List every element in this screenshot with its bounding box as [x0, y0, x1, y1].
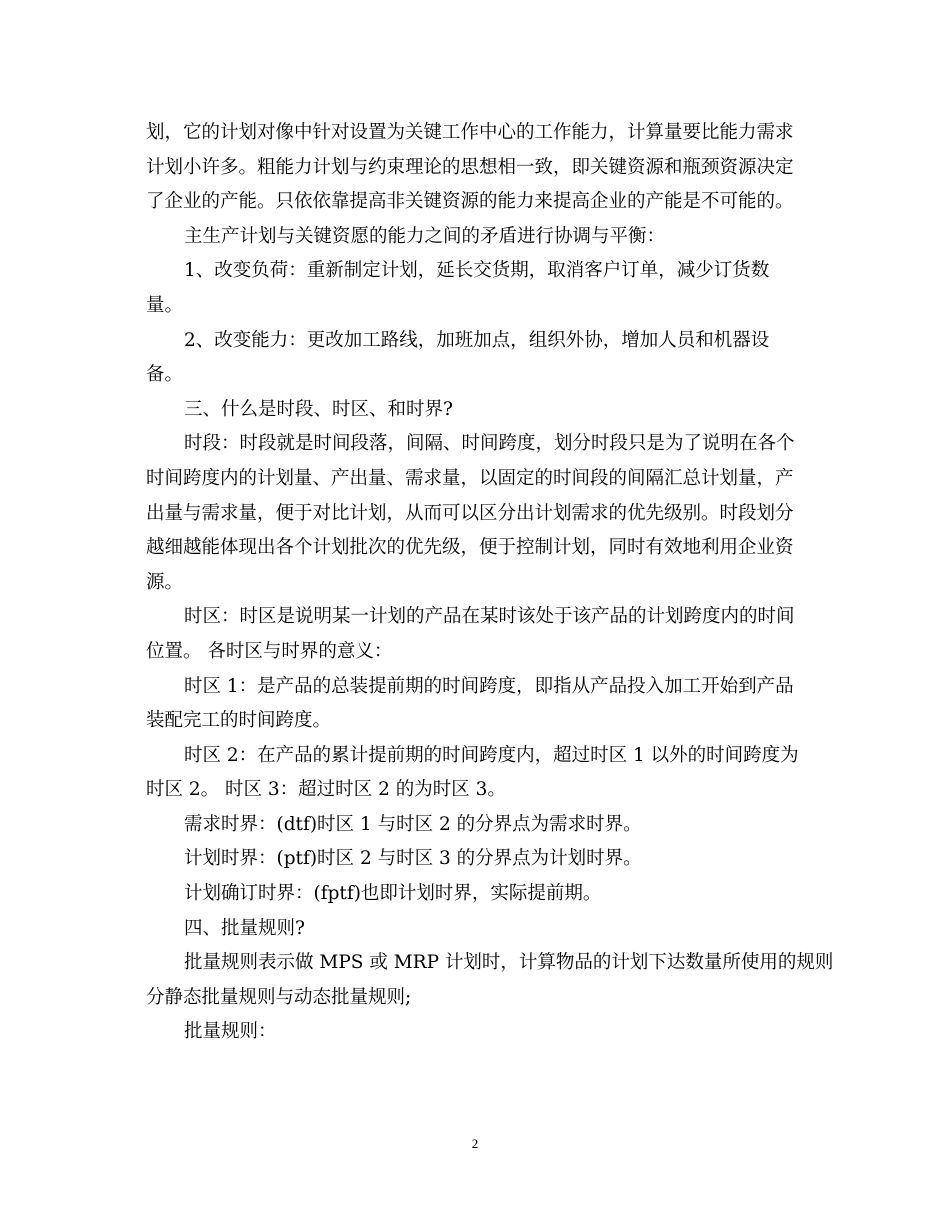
text-line: 主生产计划与关键资愿的能力之间的矛盾进行协调与平衡：	[184, 225, 666, 247]
text-line: 时间跨度内的计划量、产出量、需求量，以固定的时间段的间隔汇总计划量，产	[146, 467, 794, 489]
text-line: 时区 1：是产品的总装提前期的时间跨度，即指从产品投入加工开始到产品	[184, 675, 794, 697]
text-line: 时段：时段就是时间段落，间隔、时间跨度，划分时段只是为了说明在各个	[184, 433, 795, 455]
text-line: 了企业的产能。只依依靠提高非关键资源的能力来提高企业的产能是不可能的。	[146, 191, 794, 213]
page-number: 2	[471, 1136, 479, 1151]
text-line: 时区 2：在产品的累计提前期的时间跨度内，超过时区 1 以外的时间跨度为	[184, 744, 799, 766]
text-line: 时区：时区是说明某一计划的产品在某时该处于该产品的计划跨度内的时间	[184, 606, 795, 628]
text-line: 需求时界：(dtf)时区 1 与时区 2 的分界点为需求时界。	[184, 813, 642, 835]
text-line: 计划时界：(ptf)时区 2 与时区 3 的分界点为计划时界。	[184, 848, 642, 870]
text-line: 分静态批量规则与动态批量规则;	[146, 986, 412, 1008]
text-line: 量。	[146, 294, 184, 316]
text-line: 批量规则表示做 MPS 或 MRP 计划时，计算物品的计划下达数量所使用的规则	[184, 952, 834, 974]
text-line: 时区 2。 时区 3：超过时区 2 的为时区 3。	[146, 779, 506, 801]
text-line: 源。	[146, 571, 184, 593]
text-line: 计划确订时界：(fptf)也即计划时界，实际提前期。	[184, 883, 602, 905]
text-line: 2、改变能力：更改加工路线，加班加点，组织外协，增加人员和机器设	[184, 329, 770, 351]
text-line: 1、改变负荷：重新制定计划，延长交货期，取消客户订单，减少订货数	[184, 260, 770, 282]
text-line: 装配完工的时间跨度。	[146, 710, 332, 732]
text-line: 计划小许多。粗能力计划与约束理论的思想相一致，即关键资源和瓶颈资源决定	[146, 156, 794, 178]
text-line: 四、批量规则?	[184, 917, 305, 939]
text-line: 备。	[146, 364, 184, 386]
text-line: 越细越能体现出各个计划批次的优先级，便于控制计划，同时有效地利用企业资	[146, 537, 794, 559]
text-line: 划，它的计划对像中针对设置为关键工作中心的工作能力，计算量要比能力需求	[146, 122, 794, 143]
text-line: 批量规则：	[184, 1021, 277, 1043]
text-line: 位置。 各时区与时界的意义：	[146, 640, 393, 662]
text-line: 出量与需求量，便于对比计划，从而可以区分出计划需求的优先级别。时段划分	[146, 502, 794, 524]
text-line: 三、什么是时段、时区、和时界?	[184, 398, 453, 420]
document-body	[146, 116, 834, 1050]
